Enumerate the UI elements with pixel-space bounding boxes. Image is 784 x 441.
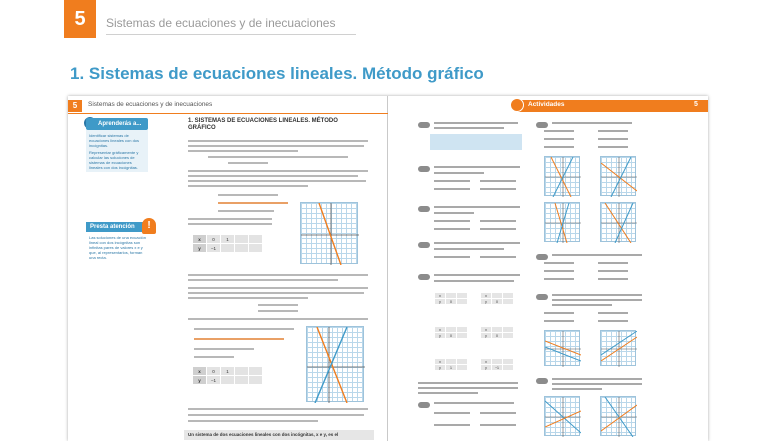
text-line: [544, 278, 574, 280]
left-page-header: [68, 100, 388, 112]
graph-grid-h: [600, 396, 636, 436]
exercise-number: [418, 206, 430, 212]
text-line: [434, 242, 520, 244]
exercise-number: [536, 294, 548, 300]
text-line: [188, 145, 364, 147]
text-line: [480, 424, 516, 426]
chapter-number-tab: 5: [64, 0, 96, 38]
text-line: [434, 172, 484, 174]
text-line: [434, 206, 520, 208]
text-line: [418, 392, 478, 394]
alert-icon: !: [142, 218, 156, 234]
text-line: [188, 170, 368, 172]
text-line: [434, 188, 470, 190]
text-line: [434, 402, 514, 404]
left-page-number: 5: [68, 100, 82, 112]
exercise-number: [418, 242, 430, 248]
text-line: [194, 356, 234, 358]
text-line: [434, 424, 470, 426]
exercise-number: [418, 402, 430, 408]
text-line: [434, 212, 474, 214]
graph-grid-g: [544, 396, 580, 436]
text-line: [418, 387, 518, 389]
text-line: [434, 122, 518, 124]
text-line: [188, 297, 308, 299]
text-line: [188, 318, 368, 320]
text-line: [552, 299, 642, 301]
text-line: [552, 122, 632, 124]
top-bar: [0, 0, 784, 46]
text-line: [552, 383, 642, 385]
text-line: [188, 185, 308, 187]
text-line: [434, 166, 520, 168]
equation-box: [430, 134, 522, 150]
right-page: [388, 96, 708, 441]
text-line: [552, 378, 642, 380]
graph-grid-c: [544, 202, 580, 242]
text-line: [188, 180, 366, 182]
text-line: [188, 408, 368, 410]
graph-grid-f: [600, 330, 636, 366]
graph-grid-d: [600, 202, 636, 242]
text-line: [434, 256, 470, 258]
value-table-small: x y 0: [434, 292, 468, 305]
text-line: [188, 420, 318, 422]
text-line: [480, 256, 516, 258]
text-line: [544, 138, 574, 140]
text-line: [552, 294, 642, 296]
text-line: [188, 223, 272, 225]
value-table-small: x y 0: [480, 326, 514, 339]
text-line: [544, 312, 574, 314]
left-running-head: Sistemas de ecuaciones y de inecuaciones: [88, 101, 213, 108]
text-line: [544, 320, 574, 322]
text-line: [552, 304, 612, 306]
main-heading: 1. SISTEMAS DE ECUACIONES LINEALES. MÉTODO GRÁFICO: [188, 118, 338, 131]
exercise-number: [418, 122, 430, 128]
text-line: [552, 254, 642, 256]
text-line: [208, 156, 348, 158]
text-line: [480, 188, 516, 190]
graph-grid-b: [600, 156, 636, 196]
text-line: [598, 146, 628, 148]
text-line: [544, 270, 574, 272]
text-line: [544, 130, 574, 132]
text-line: [598, 278, 628, 280]
text-line: [480, 180, 516, 182]
text-line: [434, 274, 520, 276]
text-line: [434, 412, 470, 414]
text-line: [434, 220, 470, 222]
aprender-badge: Aprenderás a...: [86, 118, 148, 130]
value-table-small: x y 0: [434, 326, 468, 339]
atencion-box: [86, 232, 150, 270]
text-line: [598, 270, 628, 272]
exercise-number: [536, 378, 548, 384]
text-line: [194, 338, 284, 340]
text-line: [434, 228, 470, 230]
exercise-number: [418, 274, 430, 280]
text-line: [480, 228, 516, 230]
text-line: [598, 130, 628, 132]
value-table: x 0 1 y −1: [192, 234, 263, 253]
text-line: [188, 279, 338, 281]
exercise-number: [536, 122, 548, 128]
left-header-rule: [68, 113, 388, 114]
header-rule: [106, 34, 356, 35]
value-table-small: x y −1: [480, 358, 514, 371]
textbook-spread-image: [68, 96, 708, 441]
text-line: [544, 262, 574, 264]
text-line: [434, 280, 514, 282]
graph-grid: [300, 202, 358, 264]
left-page: [68, 96, 388, 441]
text-line: [194, 328, 294, 330]
text-line: [194, 348, 254, 350]
right-page-number: 5: [694, 101, 698, 108]
text-line: [188, 150, 298, 152]
text-line: [188, 218, 272, 220]
value-table-small: x y 1: [434, 358, 468, 371]
text-line: [258, 304, 298, 306]
atencion-text: Las soluciones de una ecuación lineal con dos incógnitas son infinitas pares de valores x e y que, al representarlos, forman una recta.: [89, 235, 146, 260]
graph-grid-e: [544, 330, 580, 366]
section-title: 1. Sistemas de ecuaciones lineales. Método gráfico: [70, 64, 484, 83]
text-line: [552, 388, 602, 390]
text-line: [188, 414, 364, 416]
text-line: [188, 140, 368, 142]
aprender-box: [86, 130, 148, 172]
value-table-2: x 0 1 y −1: [192, 366, 263, 385]
text-line: [258, 310, 298, 312]
text-line: [434, 248, 504, 250]
aprender-item: Representar gráficamente y calcular las soluciones de sistemas de ecuaciones lineales con dos incógnitas.: [89, 150, 139, 170]
text-line: [480, 412, 516, 414]
exercise-number: [536, 254, 548, 260]
definition-highlight: Un sistema de dos ecuaciones lineales con dos incógnitas, x e y, es el: [184, 430, 374, 440]
text-line: [598, 320, 628, 322]
text-line: [598, 262, 628, 264]
aprender-item: Identificar sistemas de ecuaciones lineales con dos incógnitas.: [89, 133, 140, 148]
text-line: [188, 274, 368, 276]
text-line: [188, 175, 358, 177]
text-line: [544, 146, 574, 148]
text-line: [188, 287, 368, 289]
text-line: [598, 312, 628, 314]
activities-title: Actividades: [528, 101, 565, 108]
text-line: [218, 210, 274, 212]
text-line: [228, 162, 268, 164]
text-line: [218, 202, 288, 204]
text-line: [218, 194, 278, 196]
chapter-title: Sistemas de ecuaciones y de inecuaciones: [106, 16, 336, 30]
text-line: [434, 180, 470, 182]
graph-grid-2: [306, 326, 364, 402]
text-line: [188, 292, 364, 294]
value-table-small: x y 0: [480, 292, 514, 305]
text-line: [598, 138, 628, 140]
activities-icon: [510, 98, 524, 112]
text-line: [480, 220, 516, 222]
text-line: [418, 382, 518, 384]
text-line: [434, 127, 504, 129]
graph-grid-a: [544, 156, 580, 196]
exercise-number: [418, 166, 430, 172]
atencion-badge: Presta atención: [86, 222, 144, 232]
